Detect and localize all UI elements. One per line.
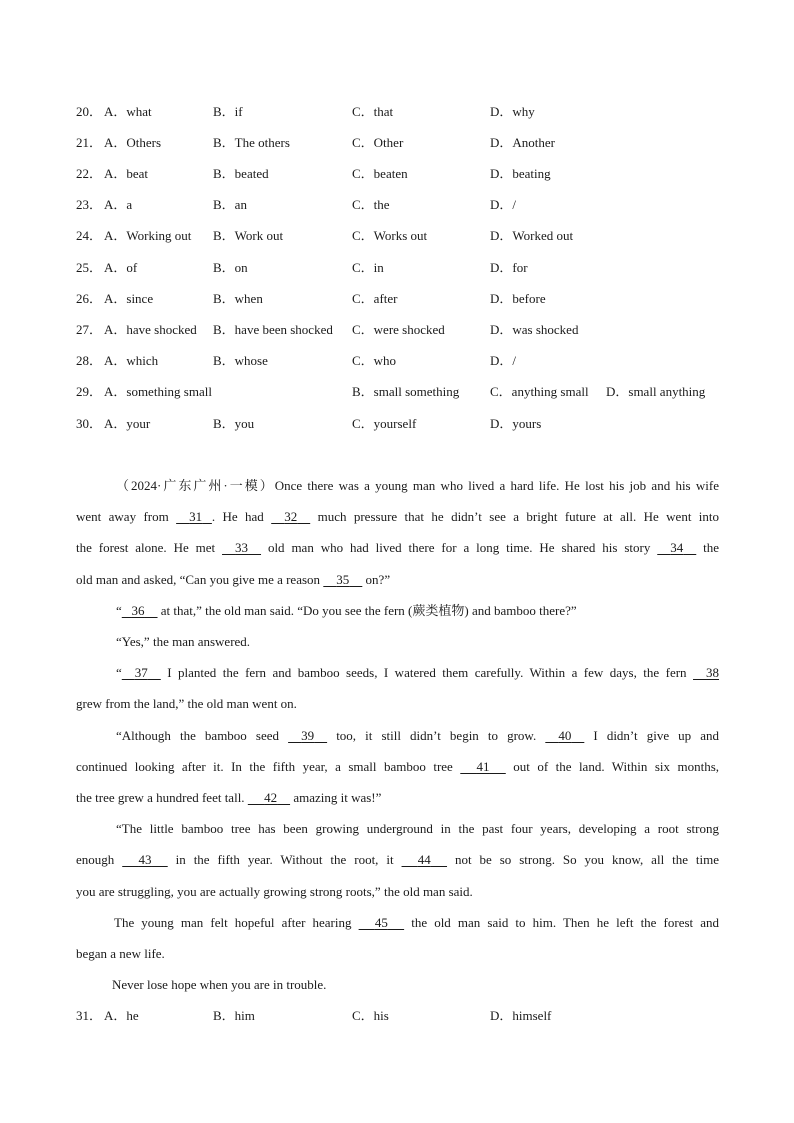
option-a: A．of: [104, 260, 138, 275]
option-b: B．when: [213, 291, 263, 306]
option-b: B．have been shocked: [213, 322, 333, 337]
question-number: 28．: [76, 353, 103, 368]
option-a: A．beat: [104, 166, 149, 181]
question-number: 25．: [76, 260, 103, 275]
passage-line: （2024·广东广州·一模）Once there was a young man who lived a hard life. He lost his job and his wife: [116, 478, 719, 493]
option-d: D．small anything: [606, 384, 706, 399]
passage-line: “The little bamboo tree has been growing underground in the past four years, developing a root strong: [116, 821, 719, 836]
option-d: D．for: [490, 260, 528, 275]
option-a: A．Others: [104, 135, 162, 150]
question-number: 20．: [76, 104, 103, 119]
option-d: D．was shocked: [490, 322, 579, 337]
blank-32[interactable]: 32: [284, 509, 298, 524]
option-c: C．who: [352, 353, 397, 368]
option-b: B．small something: [352, 384, 460, 399]
passage-line: began a new life.: [76, 946, 165, 961]
passage-line: the tree grew a hundred feet tall. 42 amazing it was!”: [76, 790, 382, 805]
question-number: 23．: [76, 197, 103, 212]
blank-40[interactable]: 40: [558, 728, 572, 743]
option-c: C．beaten: [352, 166, 408, 181]
passage-line: old man and asked, “Can you give me a reason 35 on?”: [76, 572, 391, 587]
passage-line: “ 36 at that,” the old man said. “Do you see the fern (蕨类植物) and bamboo there?”: [116, 603, 577, 618]
passage-line: The young man felt hopeful after hearing 45 the old man said to him. Then he left the forest and: [114, 915, 720, 930]
option-d: D．before: [490, 291, 546, 306]
blank-38[interactable]: 38: [706, 665, 720, 680]
option-a: A．since: [104, 291, 154, 306]
passage-line: “Although the bamboo seed 39 too, it still didn’t begin to grow. 40 I didn’t give up and: [116, 728, 720, 743]
blank-43[interactable]: 43: [138, 852, 152, 867]
blank-41[interactable]: 41: [476, 759, 490, 774]
option-d: D．yours: [490, 416, 542, 431]
option-a: A．Working out: [104, 228, 192, 243]
option-c: C．that: [352, 104, 394, 119]
passage-line: went away from 31 . He had 32 much pressure that he didn’t see a bright future at all. He went into: [76, 509, 720, 524]
question-number: 26．: [76, 291, 103, 306]
option-b: B．on: [213, 260, 248, 275]
passage-line: continued looking after it. In the fifth year, a small bamboo tree 41 out of the land. Within six months,: [76, 759, 720, 774]
blank-35[interactable]: 35: [336, 572, 350, 587]
passage-line: grew from the land,” the old man went on.: [76, 696, 297, 711]
option-c: C．were shocked: [352, 322, 445, 337]
blank-33[interactable]: 33: [235, 540, 249, 555]
option-a: A．which: [104, 353, 159, 368]
option-c: C．in: [352, 260, 384, 275]
passage-line: “ 37 I planted the fern and bamboo seeds, I watered them carefully. Within a few days, the fern 38: [116, 665, 720, 680]
option-a: A．what: [104, 104, 152, 119]
blank-39[interactable]: 39: [301, 728, 315, 743]
option-c: C．after: [352, 291, 398, 306]
blank-36[interactable]: 36: [131, 603, 145, 618]
passage-source: （2024·广东广州·一模）: [116, 478, 275, 493]
blank-34[interactable]: 34: [670, 540, 684, 555]
option-b: B．Work out: [213, 228, 284, 243]
question-number: 22．: [76, 166, 103, 181]
passage-line: you are struggling, you are actually growing strong roots,” the old man said.: [76, 884, 473, 899]
option-d: D．/: [490, 353, 517, 368]
passage-line: “Yes,” the man answered.: [116, 634, 251, 649]
option-b: B．an: [213, 197, 247, 212]
option-c: C．yourself: [352, 416, 417, 431]
option-b: B．him: [213, 1008, 255, 1023]
passage-line: enough 43 in the fifth year. Without the root, it 44 not be so strong. So you know, all the time: [76, 852, 720, 867]
option-b: B．if: [213, 104, 243, 119]
option-d: D．/: [490, 197, 517, 212]
option-c: C．Works out: [352, 228, 428, 243]
question-number: 31．: [76, 1008, 103, 1023]
question-number: 24．: [76, 228, 103, 243]
blank-37[interactable]: 37: [134, 665, 148, 680]
question-number: 21．: [76, 135, 103, 150]
blank-42[interactable]: 42: [264, 790, 278, 805]
passage-line: the forest alone. He met 33 old man who had lived there for a long time. He shared his story 34 the: [76, 540, 720, 555]
option-b: B．you: [213, 416, 255, 431]
question-number: 29．: [76, 384, 103, 399]
option-c: C．the: [352, 197, 390, 212]
option-a: A．he: [104, 1008, 139, 1023]
option-d: D．why: [490, 104, 535, 119]
blank-45[interactable]: 45: [374, 915, 388, 930]
option-b: B．The others: [213, 135, 290, 150]
option-a: A．have shocked: [104, 322, 197, 337]
option-d: D．beating: [490, 166, 551, 181]
option-a: A．something small: [104, 384, 212, 399]
option-a: A．a: [104, 197, 133, 212]
passage-line: Never lose hope when you are in trouble.: [112, 977, 327, 992]
option-b: B．whose: [213, 353, 268, 368]
question-number: 30．: [76, 416, 103, 431]
option-c: C．his: [352, 1008, 389, 1023]
blank-31[interactable]: 31: [189, 509, 203, 524]
option-b: B．beated: [213, 166, 269, 181]
blank-44[interactable]: 44: [417, 852, 431, 867]
option-a: A．your: [104, 416, 151, 431]
question-number: 27．: [76, 322, 103, 337]
option-d: D．Another: [490, 135, 555, 150]
option-d: D．Worked out: [490, 228, 574, 243]
option-d: D．himself: [490, 1008, 552, 1023]
option-c: C．anything small: [490, 384, 589, 399]
option-c: C．Other: [352, 135, 404, 150]
